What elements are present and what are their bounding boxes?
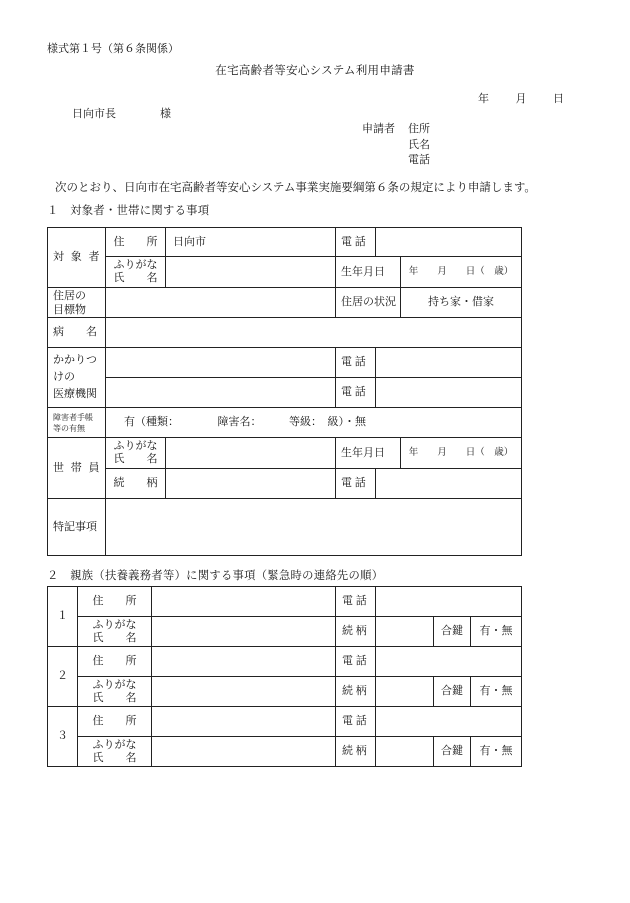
notes-field bbox=[106, 499, 522, 556]
household-name-label-text: 氏 名 bbox=[113, 453, 158, 465]
household-birthdate-label: 生年月日 bbox=[336, 438, 401, 469]
landmark-field bbox=[106, 288, 336, 318]
contact-name-field bbox=[152, 617, 336, 647]
contact-address-field bbox=[152, 647, 336, 677]
contact-relation-label: 続 柄 bbox=[336, 737, 376, 767]
clinic-label-line-3: 医療機関 bbox=[53, 388, 97, 400]
subject-name-label bbox=[106, 257, 166, 288]
contact-key-label: 合鍵 bbox=[434, 677, 471, 707]
contact-key-options: 有・無 bbox=[471, 677, 522, 707]
addressee: 日向市長 様 bbox=[72, 108, 171, 120]
contact-number: １ bbox=[48, 587, 78, 647]
clinic-field-2 bbox=[106, 378, 336, 408]
clinic-label-line-1: かかりつ bbox=[53, 354, 97, 366]
clinic-phone-label-2: 電 話 bbox=[336, 378, 376, 408]
disability-text: 有（種類： 障害名： 等級： 級）・無 bbox=[106, 408, 522, 438]
contact-name-label bbox=[78, 677, 152, 707]
housing-options: 持ち家・借家 bbox=[401, 288, 522, 318]
disability-label-line-2: 等の有無 bbox=[53, 423, 85, 433]
clinic-phone-label-1: 電 話 bbox=[336, 348, 376, 378]
contact-name-label-text: 氏 名 bbox=[92, 631, 137, 644]
section1-heading: １ 対象者・世帯に関する事項 bbox=[47, 205, 210, 217]
clinic-field-1 bbox=[106, 348, 336, 378]
intro-text: 次のとおり、日向市在宅高齢者等安心システム事業実施要綱第６条の規定により申請します。 bbox=[55, 182, 536, 194]
contact-phone-label: 電 話 bbox=[336, 587, 376, 617]
subject-label: 対 象 者 bbox=[48, 228, 106, 288]
contact-phone-field bbox=[376, 587, 522, 617]
subject-address-value: 日向市 bbox=[166, 228, 336, 257]
clinic-phone-field-1 bbox=[376, 348, 522, 378]
contact-address-label: 住 所 bbox=[78, 647, 152, 677]
contact-name-label bbox=[78, 617, 152, 647]
contact-number: ３ bbox=[48, 707, 78, 767]
contact-relation-label: 続 柄 bbox=[336, 677, 376, 707]
disease-label: 病 名 bbox=[48, 318, 106, 348]
disease-field bbox=[106, 318, 522, 348]
subject-birthdate-format: 年 月 日（ 歳） bbox=[401, 257, 522, 288]
contact-phone-label: 電 話 bbox=[336, 707, 376, 737]
clinic-phone-field-2 bbox=[376, 378, 522, 408]
applicant-name-label: 氏名 bbox=[408, 139, 430, 151]
contact-address-label: 住 所 bbox=[78, 707, 152, 737]
relatives-table bbox=[47, 586, 522, 767]
contact-phone-field bbox=[376, 707, 522, 737]
household-name-label bbox=[106, 438, 166, 469]
form-number: 様式第１号（第６条関係） bbox=[47, 43, 179, 55]
subject-name-label-text: 氏 名 bbox=[113, 272, 158, 284]
landmark-label-line-2: 目標物 bbox=[53, 303, 86, 316]
household-birthdate-format: 年 月 日（ 歳） bbox=[401, 438, 522, 469]
applicant-address-label: 住所 bbox=[408, 123, 430, 135]
contact-relation-label: 続 柄 bbox=[336, 617, 376, 647]
contact-phone-field bbox=[376, 647, 522, 677]
contact-key-label: 合鍵 bbox=[434, 617, 471, 647]
applicant-phone-label: 電話 bbox=[408, 154, 430, 166]
contact-relation-field bbox=[376, 617, 434, 647]
contact-relation-field bbox=[376, 677, 434, 707]
contact-name-field bbox=[152, 677, 336, 707]
clinic-label-line-2: けの bbox=[53, 371, 75, 383]
contact-name-field bbox=[152, 737, 336, 767]
subject-furigana-label: ふりがな bbox=[113, 259, 158, 271]
contact-name-label-text: 氏 名 bbox=[92, 751, 137, 764]
notes-label: 特記事項 bbox=[48, 499, 106, 556]
subject-address-label: 住 所 bbox=[106, 228, 166, 257]
household-phone-field bbox=[376, 469, 522, 499]
subject-phone-field bbox=[376, 228, 522, 257]
household-name-field bbox=[166, 438, 336, 469]
contact-key-options: 有・無 bbox=[471, 737, 522, 767]
clinic-label bbox=[48, 348, 106, 408]
household-furigana-label: ふりがな bbox=[113, 440, 158, 452]
contact-key-label: 合鍵 bbox=[434, 737, 471, 767]
contact-name-label bbox=[78, 737, 152, 767]
contact-address-field bbox=[152, 707, 336, 737]
contact-relation-field bbox=[376, 737, 434, 767]
contact-phone-label: 電 話 bbox=[336, 647, 376, 677]
household-label: 世 帯 員 bbox=[48, 438, 106, 499]
contact-number: ２ bbox=[48, 647, 78, 707]
landmark-label bbox=[48, 288, 106, 318]
landmark-label-line-1: 住居の bbox=[53, 289, 86, 302]
contact-key-options: 有・無 bbox=[471, 617, 522, 647]
household-phone-label: 電 話 bbox=[336, 469, 376, 499]
section2-heading: ２ 親族（扶養義務者等）に関する事項（緊急時の連絡先の順） bbox=[47, 570, 384, 582]
contact-name-label-text: 氏 名 bbox=[92, 691, 137, 704]
household-relation-label: 続 柄 bbox=[106, 469, 166, 499]
housing-label: 住居の状況 bbox=[336, 288, 401, 318]
contact-furigana-label: ふりがな bbox=[92, 618, 137, 631]
applicant-label: 申請者 bbox=[362, 123, 395, 135]
contact-address-label: 住 所 bbox=[78, 587, 152, 617]
form-title: 在宅高齢者等安心システム利用申請書 bbox=[215, 65, 415, 77]
subject-birthdate-label: 生年月日 bbox=[336, 257, 401, 288]
date-line: 年 月 日 bbox=[478, 93, 566, 105]
contact-furigana-label: ふりがな bbox=[92, 678, 137, 691]
contact-furigana-label: ふりがな bbox=[92, 738, 137, 751]
disability-label bbox=[48, 408, 106, 438]
household-relation-field bbox=[166, 469, 336, 499]
subject-household-table bbox=[47, 227, 522, 556]
disability-label-line-1: 障害者手帳 bbox=[53, 412, 93, 422]
contact-address-field bbox=[152, 587, 336, 617]
subject-phone-label: 電 話 bbox=[336, 228, 376, 257]
subject-name-field bbox=[166, 257, 336, 288]
